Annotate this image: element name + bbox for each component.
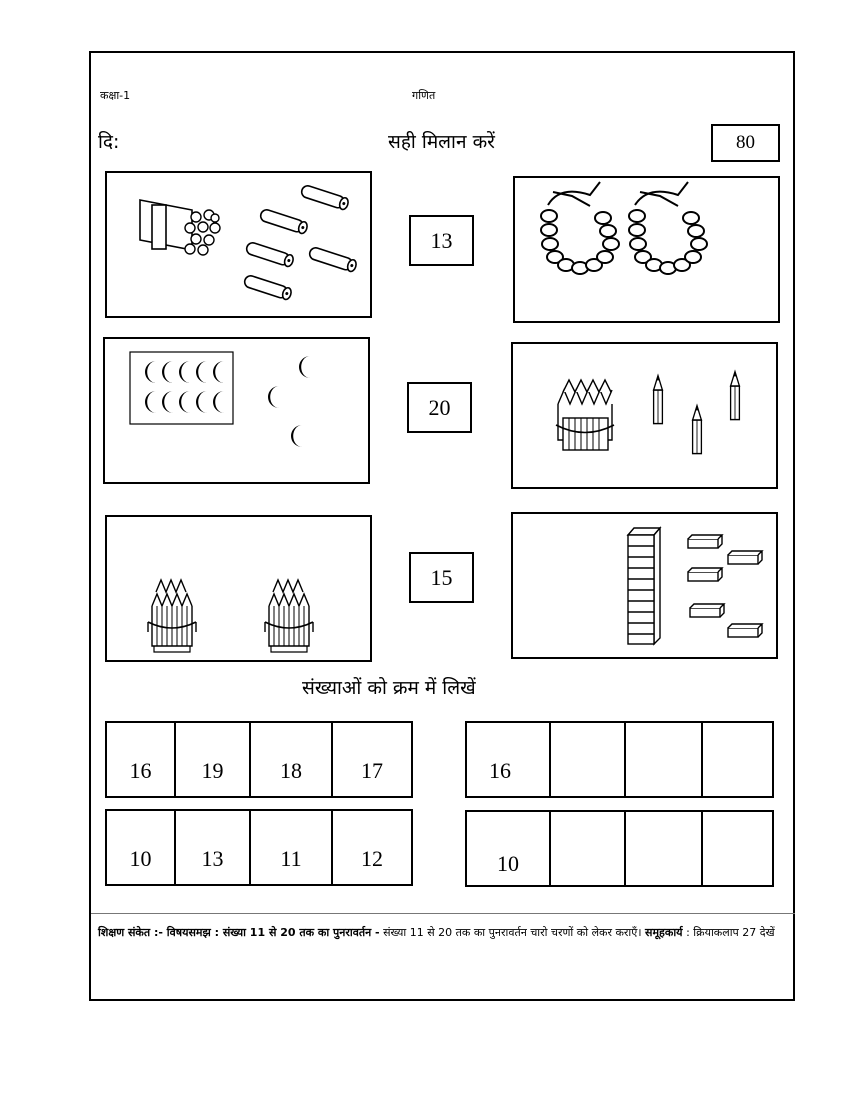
pencil-bundle-icon	[556, 380, 614, 450]
match-number-2: 20	[407, 382, 472, 433]
note-activity: : क्रियाकलाप 27 देखें	[682, 926, 775, 939]
note-heading: शिक्षण संकेत :-	[98, 926, 167, 939]
ten-block-rod-icon	[628, 528, 660, 644]
page-title: सही मिलान करें	[388, 131, 495, 153]
pencil-icon	[693, 406, 702, 454]
grid-cell: 13	[176, 811, 251, 884]
grid-cell: 17	[361, 758, 383, 783]
moon-group-icon	[145, 361, 224, 413]
unit-block-icon	[688, 535, 722, 548]
pencil-bundle-icon	[148, 580, 196, 652]
order-grid-answer-1	[465, 721, 774, 798]
order-grid-given-2	[105, 809, 413, 886]
moon-icon	[299, 356, 310, 378]
stick-bundle-icon	[140, 200, 220, 255]
pencil-icon	[731, 372, 740, 420]
note-topic: विषयसमझ : संख्या 11 से 20 तक का पुनरावर्तन -	[166, 926, 380, 939]
answer-cell[interactable]	[551, 723, 626, 796]
date-label: दि:	[98, 131, 120, 153]
moon-icon	[268, 386, 279, 408]
bead-string-icon	[541, 182, 619, 274]
score-box: 80	[711, 124, 780, 162]
moon-icon	[291, 425, 302, 447]
subject-label: गणित	[412, 89, 436, 102]
stick-icon	[243, 274, 292, 300]
grid-cell: 11	[251, 811, 333, 884]
bead-string-icon	[629, 182, 707, 274]
unit-block-icon	[688, 568, 722, 581]
order-grid-answer-2	[465, 810, 774, 887]
pencil-icon	[654, 376, 663, 424]
order-grid-given-1	[105, 721, 413, 798]
note-group-label: समूहकार्य	[645, 926, 683, 939]
grid-cell: 10	[467, 812, 551, 885]
grid-cell: 19	[176, 723, 251, 796]
stick-icon	[259, 208, 308, 234]
grid-cell: 16	[467, 723, 551, 796]
unit-block-icon	[728, 624, 762, 637]
stick-icon	[245, 241, 294, 267]
match-number-1: 13	[409, 215, 474, 266]
answer-cell[interactable]	[626, 812, 703, 885]
grid-cell: 18	[251, 723, 333, 796]
stick-icon	[308, 246, 357, 272]
match-number-3: 15	[409, 552, 474, 603]
unit-block-icon	[690, 604, 724, 617]
answer-cell[interactable]	[703, 812, 772, 885]
answer-cell[interactable]	[551, 812, 626, 885]
answer-cell[interactable]	[703, 723, 772, 796]
unit-block-icon	[728, 551, 762, 564]
teaching-note	[98, 922, 788, 943]
order-section-title: संख्याओं को क्रम में लिखें	[302, 677, 476, 699]
pencil-bundle-icon	[265, 580, 313, 652]
grid-cell: 12	[361, 846, 383, 871]
stick-icon	[300, 184, 349, 210]
answer-cell[interactable]	[626, 723, 703, 796]
grid-cell: 16	[107, 723, 176, 796]
note-body: संख्या 11 से 20 तक का पुनरावर्तन चारो चरणों को लेकर कराएँ।	[379, 926, 646, 939]
grid-cell: 10	[107, 811, 176, 884]
class-label: कक्षा-1	[100, 89, 131, 102]
footer-divider	[91, 913, 795, 914]
